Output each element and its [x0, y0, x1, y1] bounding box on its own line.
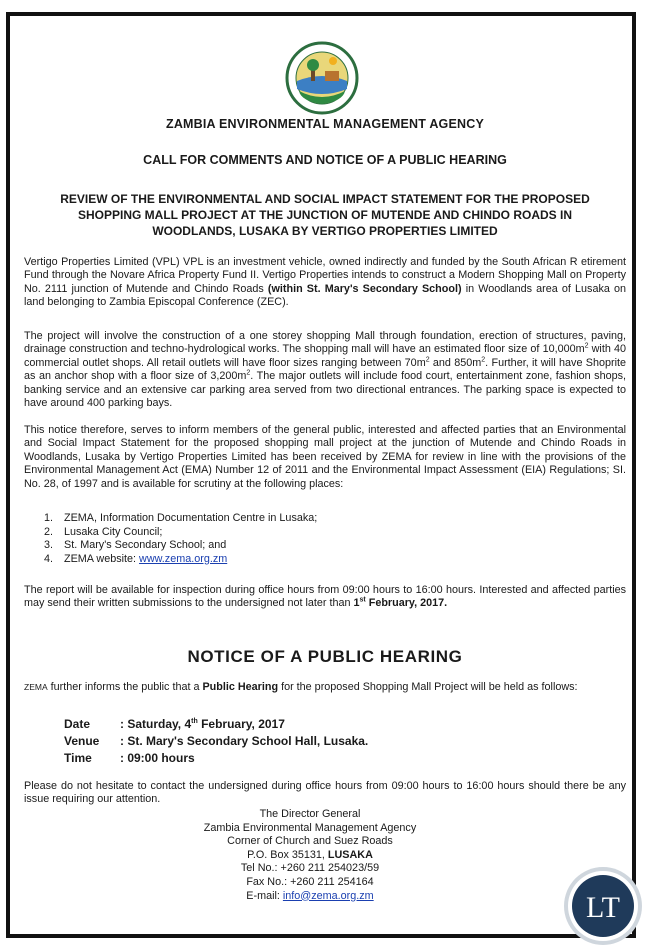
sup-3: 2 [481, 356, 486, 364]
list-text: ZEMA website: [64, 552, 137, 565]
list-number: 2. [44, 525, 54, 538]
project-text-e: . The major outlets will include food court, entertainment zone, fashion shops, banking service and an extensive car parking area served from two directional entrances. The parking space is expected to have around 400 parking bays. [24, 370, 626, 410]
hearing-details [64, 716, 368, 767]
list-number: 3. [44, 539, 54, 552]
zema-abbrev: ZEMA [24, 682, 48, 692]
list-text: Lusaka City Council; [64, 525, 163, 538]
inspection-paragraph [24, 584, 626, 611]
list-item [44, 553, 604, 567]
deadline-rest: February, 2017. [365, 597, 448, 610]
agency-heading: ZAMBIA ENVIRONMENTAL MANAGEMENT AGENCY [165, 117, 484, 131]
notice-paragraph: This notice therefore, serves to inform members of the general public, interested and affected parties that an Environmental and Social Impact Statement for the proposed shopping mall project at the junction of Mutende and Chindo Roads in Woodlands, Lusaka by Vertigo Properties Limited has been received by ZEMA for review in line with the provisions of the Environmental Management Act (EMA) Number 12 of 2011 and the Environmental Impact Assessment (EIA) Regulations; SI. No. 28, of 1997 and is available for scrutiny at the following places: [24, 424, 626, 490]
address-line [204, 849, 416, 863]
address-block [0, 808, 650, 903]
project-paragraph [24, 330, 626, 410]
project-text-c: and 850m [429, 356, 482, 369]
intro-text-b: in Woodlands area of Lusaka on land belonging to Zambia Episcopal Conference (ZEC). [24, 282, 626, 309]
project-text-d: . Further, it will have Shoprite as an anchor shop with a floor size of 3,200m [24, 356, 626, 383]
zema-logo [283, 41, 361, 115]
sup-1: 2 [584, 342, 589, 350]
places-list [44, 512, 604, 566]
list-number: 1. [44, 512, 54, 524]
tel-number: Tel No.: +260 211 254023/59 [240, 862, 380, 875]
intro-text-a: Vertigo Properties Limited (VPL) VPL is an investment vehicle, owned indirectly and funded by the South African R etirement Fund through the Novare Africa Property Fund II. Vertigo Properties intends to construct a Modern Shopping Mall on Property No. 2111 junction of Mutende and Chindo Roads [24, 256, 626, 295]
deadline-sup: st [359, 596, 366, 604]
hearing-text-a: further informs the public that a [47, 681, 203, 693]
hearing-intro-paragraph [24, 676, 626, 698]
call-title: CALL FOR COMMENTS AND NOTICE OF A PUBLIC HEARING [143, 153, 507, 167]
list-text: ZEMA, Information Documentation Centre in Lusaka; [64, 512, 318, 524]
hearing-date-row [64, 716, 368, 733]
email-label: E-mail: [246, 889, 283, 902]
time-value: : 09:00 hours [120, 751, 195, 765]
address-line: Zambia Environmental Management Agency [203, 821, 417, 834]
hearing-venue-row [64, 733, 368, 750]
review-title: REVIEW OF THE ENVIRONMENTAL AND SOCIAL IMPACT STATEMENT FOR THE PROPOSED SHOPPING MALL PROJECT AT THE JUNCTION OF MUTENDE AND CHINDO ROADS IN WOODLANDS, LUSAKA BY VERTIGO PROPERTIES LIMITED [60, 192, 590, 238]
hearing-time-row [64, 750, 368, 767]
project-text-b: with 40 commercial outlet shops. All retail outlets will have floor sizes ranging between 70m [24, 343, 626, 369]
lt-badge [563, 866, 643, 946]
date-value-rest: February, 2017 [197, 717, 285, 731]
inspection-text: The report will be available for inspection during office hours from 09:00 hours to 16:00 hours. Interested and affected parties may send their written submissions to the undersigned not later than [24, 584, 626, 610]
email-link[interactable]: info@zema.org.zm [282, 889, 374, 902]
address-line: Corner of Church and Suez Roads [227, 835, 393, 848]
contact-paragraph: Please do not hesitate to contact the undersigned during office hours from 09:00 hours to 16:00 hours should there be any issue requiring our attention. [24, 780, 626, 806]
intro-paragraph [24, 256, 626, 310]
public-hearing-heading: NOTICE OF A PUBLIC HEARING [187, 647, 463, 666]
list-item [44, 512, 604, 526]
hearing-text-b: for the proposed Shopping Mall Project will be held as follows: [278, 681, 578, 693]
venue-value: : St. Mary's Secondary School Hall, Lusaka. [120, 734, 369, 748]
fax-number: Fax No.: +260 211 254164 [246, 875, 374, 888]
po-box: P.O. Box 35131, [247, 848, 328, 861]
zema-website-link[interactable]: www.zema.org.zm [139, 552, 228, 565]
project-text-a: The project will involve the construction of a one storey shopping Mall through foundation, erection of structures, paving, drainage construction and techno-hydrological works. The shopping mall will have an estimated floor size of 10,000m [24, 330, 626, 356]
sup-4: 2 [246, 369, 251, 377]
date-sup: th [191, 718, 198, 725]
intro-bold: (within St. Mary's Secondary School) [267, 282, 462, 295]
badge-letters: LT [586, 891, 620, 924]
list-item [44, 539, 604, 553]
hearing-bold: Public Hearing [202, 681, 279, 693]
date-value: : Saturday, 4 [120, 717, 192, 731]
time-label: Time [64, 751, 92, 765]
deadline-day: 1 [353, 597, 360, 610]
list-number: 4. [44, 552, 54, 565]
list-item [44, 526, 604, 540]
venue-label: Venue [64, 734, 100, 748]
city: LUSAKA [327, 848, 373, 861]
email-line [204, 890, 416, 904]
list-text: St. Mary's Secondary School; and [64, 539, 227, 552]
date-label: Date [64, 717, 91, 731]
address-line: The Director General [259, 808, 361, 820]
sup-2: 2 [425, 356, 430, 364]
